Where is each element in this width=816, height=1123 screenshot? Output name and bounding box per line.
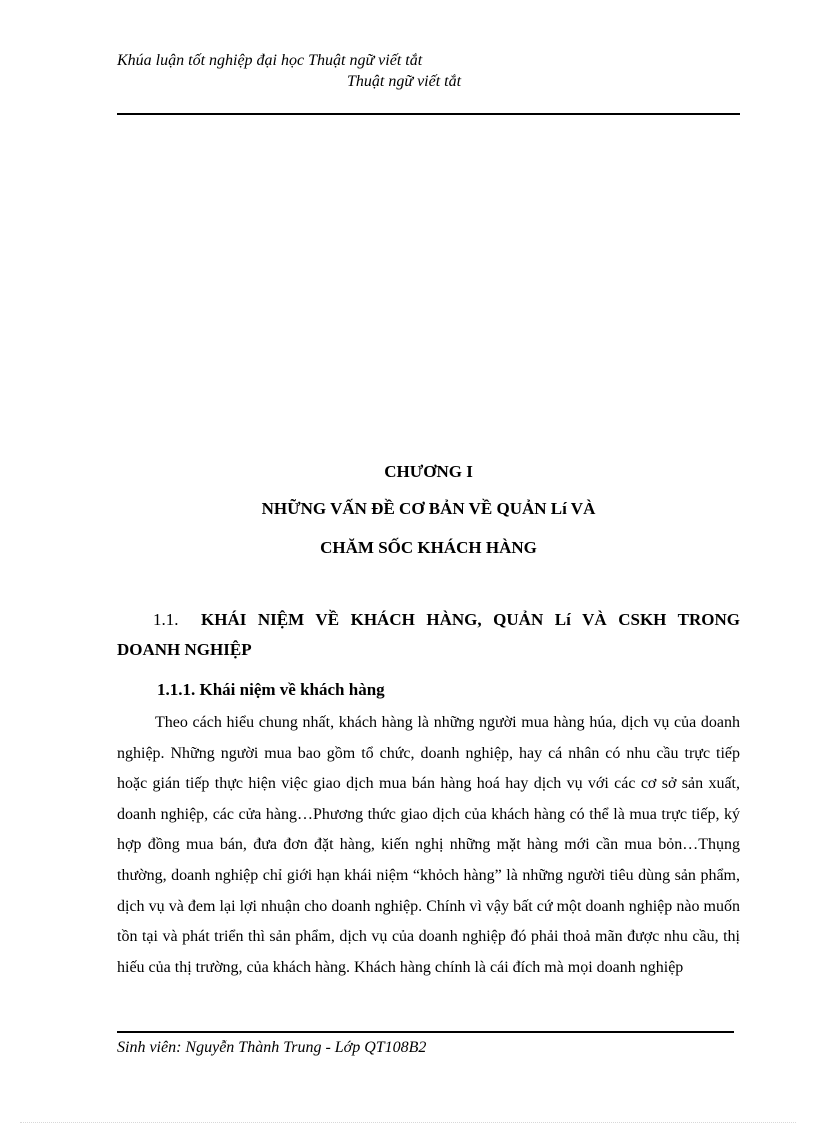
section-heading-1-1: [117, 605, 740, 665]
header-line-2: Thuật ngữ viết tắt: [347, 73, 462, 90]
chapter-title-line-1: NHỮNG VẤN ĐỀ CƠ BẢN VỀ QUẢN Lí VÀ: [261, 499, 596, 518]
section-title: KHÁI NIỆM VỀ KHÁCH HÀNG, QUẢN Lí VÀ CSKH TRONG DOANH NGHIỆP: [117, 610, 740, 659]
page-header: [117, 50, 740, 92]
subsection-heading-1-1-1: 1.1.1. Khái niệm về khách hàng: [157, 680, 385, 699]
header-rule: [117, 113, 740, 115]
body-paragraph: Theo cách hiểu chung nhất, khách hàng là những người mua hàng húa, dịch vụ của doanh nghiệp. Những người mua bao gồm tổ chức, doanh nghiệp, hay cá nhân có nhu cầu trực tiếp hoặc gián tiếp thực hiện việc giao dịch mua bán hàng hoá hay dịch vụ với các cơ sở sản xuất, doanh nghiệp, các cửa hàng…Phương thức giao dịch của khách hàng có thể là mua trực tiếp, ký hợp đồng mua bán, đưa đơn đặt hàng, kiến nghị những mặt hàng mới cần mua bỏn…Thụng thường, doanh nghiệp chỉ giới hạn khái niệm “khỏch hàng” là những người tiêu dùng sản phẩm, dịch vụ và đem lại lợi nhuận cho doanh nghiệp. Chính vì vậy bất cứ một doanh nghiệp nào muốn tồn tại và phát triển thì sản phẩm, dịch vụ của doanh nghiệp đó phải thoả mãn được nhu cầu, thị hiếu của thị trường, của khách hàng. Khách hàng chính là cái đích mà mọi doanh nghiệp: [117, 714, 740, 976]
chapter-title-line-2: CHĂM SỐC KHÁCH HÀNG: [320, 538, 537, 557]
header-line-1: Khúa luận tốt nghiệp đại học Thuật ngữ viết tắt: [117, 52, 423, 69]
chapter-number: CHƯƠNG I: [384, 462, 473, 481]
page-footer: Sinh viên: Nguyễn Thành Trung - Lớp QT108B2: [117, 1039, 427, 1056]
section-number: 1.1.: [153, 610, 179, 629]
footer-rule: [117, 1031, 734, 1033]
